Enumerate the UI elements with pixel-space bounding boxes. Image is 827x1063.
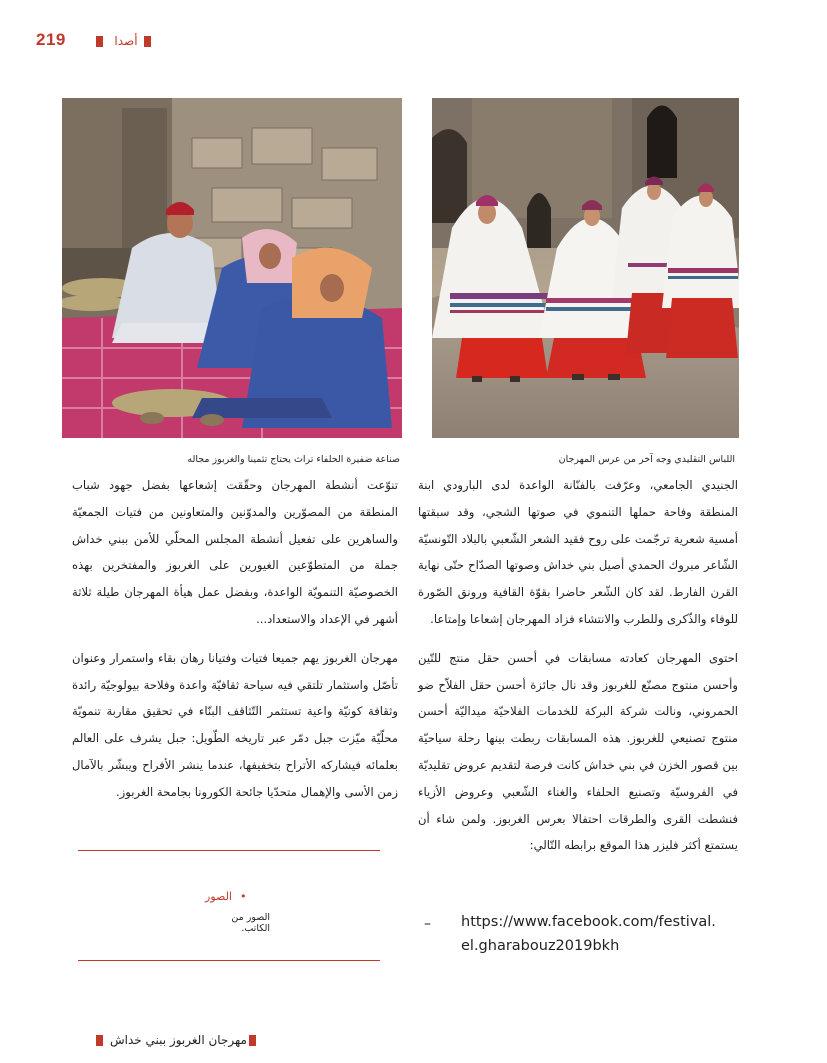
- right-paragraph-2: احتوى المهرجان كعادته مسابقات في أحسن حقل منتج للتّين وأحسن منتوج مصنّع للغربوز وقد نال جائزة أحسن حقل الفلاّح ضو الحمروني، ونالت شركة البركة للخدمات الفلاحيّة ميداليّة أحسن منتوج تصنيعي للغربوز. هذه المسابقات ربطت بينها رحلة سياحيّة بين قصور الخزن في بني خداش كانت فرصة لتقديم عروض تقليديّة في الفروسيّة وتصنيع الحلفاء والغناء الشّعبي وعروض الأزياء فنشطت القرى والطرقات احتفالا بعرس الغربوز. ولمن شاء أن يستمتع أكثر فليزر هذا الموقع برابطه التّالي:: [418, 650, 738, 853]
- facebook-link-line-1[interactable]: https://www.facebook.com/festival.: [461, 914, 716, 930]
- facebook-link[interactable]: [461, 910, 741, 958]
- footer-marker-right: [249, 1035, 256, 1046]
- photo-caption-right: اللباس التقليدي وجه آخر من عرس المهرجان: [558, 454, 735, 465]
- sources-title: الصور: [205, 890, 232, 903]
- left-paragraph-1: تنوّعت أنشطة المهرجان وحقّقت إشعاعها بفضل جهود شباب المنطقة من المصوّرين والمدوّنين والمتعاونين من فتيات الجمعيّة والساهرين على تفعيل أنشطة المجلس المحلّي للأمن ببني خداش جملة من المتطوّعين الغيورين على الغربوز والمفتخرين بهذه الخصوصيّة التنمويّة الواعدة، وبفضل عمل هيأة المهرجان طيلة ثلاثة أشهر في الإعداد والاستعداد...: [72, 478, 398, 626]
- page-number: 219: [36, 30, 66, 49]
- header-marker-right: [144, 36, 151, 47]
- sources-text: الصور من الكاتب.: [231, 912, 270, 934]
- right-paragraph-1: الجنيدي الجامعي، وعرّفت بالفنّانة الواعدة لدى البارودي ابنة المنطقة وفاحة حملها التنموي في صوتها الشجي، وقد سبقتها أمسية شعرية ترجّمت على روح فقيد الشعر الشّعبي بالبلاد التّونسيّة الشّاعر مبروك الحمدي أصيل بني خداش وصوتها الصدّاح حتّى نهاية القرن الفارط. لقد كان الشّعر حاضرا بقوّة القافية ورونق الصّورة للوفاء والذّكرى وللطرب والانتشاء فزاد المهرجان إشعاعا وإمتاعا.: [418, 478, 738, 626]
- photo-caption-left: صناعة ضفيرة الحلفاء تراث يحتاج تثمينا والغربوز مجاله: [187, 454, 400, 465]
- header-marker-left: [96, 36, 103, 47]
- url-bullet: –: [424, 916, 431, 932]
- left-paragraph-2: مهرجان الغربوز يهم جميعا فتيات وفتيانا رهان بقاء واستمرار وعنوان تأصّل واستثمار تلتقي فيه سياحة ثقافيّة واعدة وفلاحة بيولوجيّة رائدة وثقافة كونيّة واعية تستثمر التّثاقف البنّاء في تحقيق مقاربة تنمويّة محلّيّة ميّزت جبل دمّر عبر تاريخه الطّويل: جبل يشرف على العالم بعلمائه فيشاركه الأتراح بتخفيفها، عندما ينشر الأفراح ويبشّر بالآمال زمن الأسى والإهمال متحدّيا جائحة الكورونا بجامحة الغربوز.: [72, 650, 398, 799]
- footer-title: مهرجان الغربوز ببني خداش: [110, 1033, 247, 1047]
- facebook-link-line-2[interactable]: el.gharabouz2019bkh: [461, 938, 620, 954]
- sources-top-rule: [78, 850, 380, 851]
- right-column: [418, 472, 738, 859]
- section-label: أصدا: [114, 34, 138, 48]
- left-column: [72, 472, 398, 806]
- photo-halfa-weaving: [62, 98, 402, 438]
- sources-bottom-rule: [78, 960, 380, 961]
- footer-marker-left: [96, 1035, 103, 1046]
- sources-bullet: •: [240, 890, 247, 903]
- photo-traditional-dress: [432, 98, 739, 438]
